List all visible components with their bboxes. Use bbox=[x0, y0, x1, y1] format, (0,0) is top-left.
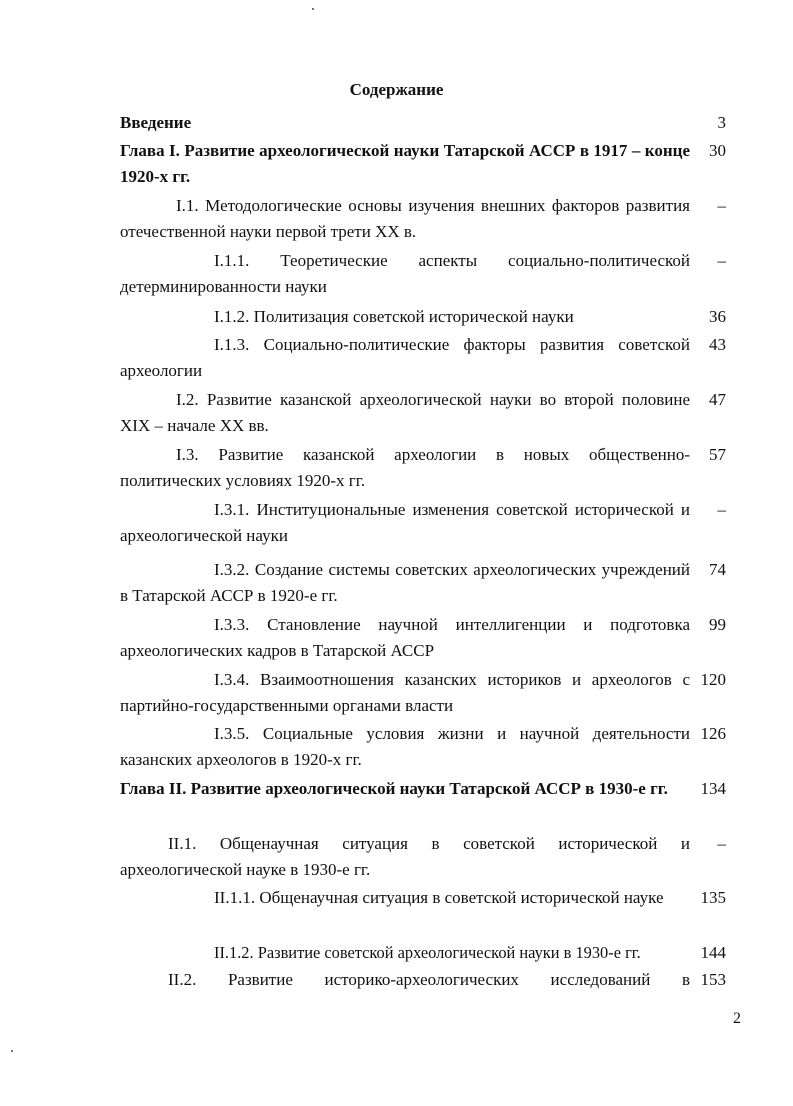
page-title: Содержание bbox=[349, 80, 444, 99]
toc-entry-page: – bbox=[717, 251, 726, 270]
toc-entry bbox=[120, 721, 728, 773]
toc-entry-page: 3 bbox=[717, 113, 726, 132]
toc-entry bbox=[120, 248, 728, 300]
toc-entry-page: 144 bbox=[700, 943, 726, 962]
toc-entry-page: – bbox=[717, 196, 726, 215]
toc-entry bbox=[120, 667, 728, 719]
toc-entry bbox=[120, 612, 728, 664]
toc-entry-page: 43 bbox=[709, 335, 726, 354]
toc-entry-page: – bbox=[717, 834, 726, 853]
toc-entry bbox=[120, 557, 728, 609]
toc-entry-page: – bbox=[717, 500, 726, 519]
toc-entry-page: 135 bbox=[700, 888, 726, 907]
scan-speck bbox=[11, 1050, 13, 1052]
toc-entry bbox=[120, 776, 728, 802]
toc-entry bbox=[120, 332, 728, 384]
toc-entry-text: II.1.1. Общенаучная ситуация в советской исторической науке bbox=[214, 888, 664, 907]
toc-entry-text: I.1. Методологические основы изучения внешних факторов развития отечественной науки первой трети XX в. bbox=[120, 196, 690, 241]
page-number: 2 bbox=[733, 1010, 741, 1027]
toc-entry bbox=[120, 387, 728, 439]
toc-entry-page: 126 bbox=[700, 724, 726, 743]
toc-entry-text: II.1.2. Развитие советской археологической науки в 1930-е гг. bbox=[214, 943, 641, 962]
toc-entry bbox=[120, 885, 728, 911]
toc-entry-text: I.3.5. Социальные условия жизни и научной деятельности казанских археологов в 1920-х гг. bbox=[120, 724, 690, 769]
toc-entry-text: I.3. Развитие казанской археологии в новых общественно-политических условиях 1920-х гг. bbox=[120, 445, 690, 490]
toc-entry-text: I.3.3. Становление научной интеллигенции и подготовка археологических кадров в Татарской АССР bbox=[120, 615, 690, 660]
toc-entry-text: Введение bbox=[120, 113, 192, 132]
toc-entry-text: II.1. Общенаучная ситуация в советской исторической и археологической науке в 1930-е гг. bbox=[120, 834, 690, 879]
toc-entry-text: Глава I. Развитие археологической науки Татарской АССР в 1917 – конце 1920-х гг. bbox=[120, 141, 690, 186]
toc-entry-page: 36 bbox=[709, 307, 726, 326]
toc-entry-page: 30 bbox=[709, 141, 726, 160]
toc-entry bbox=[120, 497, 728, 549]
toc-entry bbox=[120, 110, 728, 136]
toc-entry bbox=[120, 967, 728, 993]
toc-entry bbox=[120, 138, 728, 190]
toc-entry-page: 134 bbox=[700, 779, 726, 798]
toc-entry-page: 57 bbox=[709, 445, 726, 464]
toc-entry-text: I.3.2. Создание системы советских археологических учреждений в Татарской АССР в 1920-е гг. bbox=[120, 560, 690, 605]
toc-entry-text: I.3.1. Институциональные изменения советской исторической и археологической науки bbox=[120, 500, 690, 545]
toc-entry bbox=[120, 831, 728, 883]
toc-entry-page: 153 bbox=[700, 970, 726, 989]
toc-entry-text: Глава II. Развитие археологической науки Татарской АССР в 1930-е гг. bbox=[120, 779, 668, 798]
toc-entry-text: I.3.4. Взаимоотношения казанских историков и археологов с партийно-государственными органами власти bbox=[120, 670, 690, 715]
toc-entry-text: I.1.1. Теоретические аспекты социально-политической детерминированности науки bbox=[120, 251, 690, 296]
toc-entry bbox=[120, 304, 728, 330]
toc-entry bbox=[120, 442, 728, 494]
scan-speck bbox=[312, 8, 314, 10]
toc-entry-text: I.2. Развитие казанской археологической науки во второй половине XIX – начале XX вв. bbox=[120, 390, 690, 435]
toc-entry-text: II.2. Развитие историко-археологических исследований в bbox=[168, 970, 690, 989]
toc-entry-page: 120 bbox=[700, 670, 726, 689]
toc-entry-page: 99 bbox=[709, 615, 726, 634]
toc-entry-page: 47 bbox=[709, 390, 726, 409]
toc-entry bbox=[120, 193, 728, 245]
toc-entry bbox=[120, 940, 728, 966]
toc-entry-page: 74 bbox=[709, 560, 726, 579]
toc-entry-text: I.1.2. Политизация советской исторической науки bbox=[214, 307, 574, 326]
toc-entry-text: I.1.3. Социально-политические факторы развития советской археологии bbox=[120, 335, 690, 380]
